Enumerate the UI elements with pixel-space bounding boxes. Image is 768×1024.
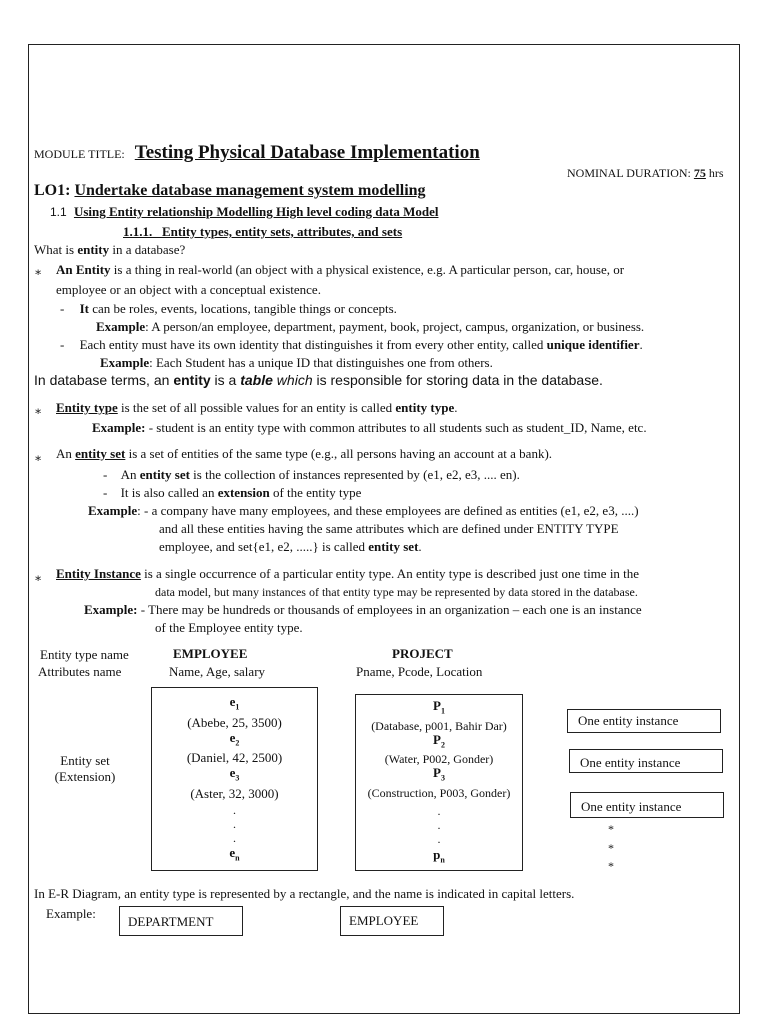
entity-type-example [92, 420, 647, 436]
duration-label: NOMINAL DURATION: [567, 166, 691, 180]
an-text: An [120, 467, 140, 482]
section-1-1 [50, 204, 438, 220]
employee-entity-box: EMPLOYEE [340, 906, 444, 936]
example-text: : Each Student has a unique ID that distinguishes one from others. [149, 355, 493, 370]
entity-instance-term: Entity Instance [56, 566, 141, 581]
section-title: Using Entity relationship Modelling High level coding data Model [73, 204, 439, 219]
bullet-icon: ∗ [34, 265, 43, 279]
example-text: - student is an entity type with common attributes to all students such as student_ID, Name, etc. [145, 420, 647, 435]
instance-value: (Daniel, 42, 2500) [186, 750, 283, 766]
entity-set-bold: entity set [368, 539, 419, 554]
entity-set-example-line2: and all these entities having the same attributes which are defined under ENTITY TYPE [159, 521, 619, 536]
employee-attributes: Name, Age, salary [169, 664, 266, 679]
instance-value: (Aster, 32, 3000) [190, 785, 279, 801]
db-text: In database terms, an [34, 372, 174, 388]
instance-label: P [433, 731, 441, 747]
instance-subscript: 2 [235, 738, 240, 748]
question-text-end: in a database? [109, 242, 186, 257]
roles-text: can be roles, events, locations, tangible things or concepts. [88, 301, 397, 316]
lo1-heading [34, 182, 426, 200]
lo1-title: Undertake database management system modelling [74, 182, 426, 199]
entity-set-definition [56, 446, 552, 462]
department-entity-box: DEPARTMENT [119, 906, 243, 936]
entity-set-example-line1 [88, 503, 639, 519]
entity-instance-box-3: One entity instance [570, 792, 724, 818]
module-title-line [34, 142, 480, 164]
unique-identifier: unique identifier [546, 337, 640, 352]
entity-instance-line2: data model, but many instances of that entity type may be represented by data stored in the database. [155, 585, 638, 599]
example-text: - There may be hundreds or thousands of employees in an organization – each one is an instance [137, 602, 642, 617]
entity-set-dash-1 [103, 467, 520, 483]
entity-type-name-label: Entity type name [40, 647, 129, 662]
attributes-name-label: Attributes name [38, 664, 122, 679]
entity-definition-line2: employee or an object with a conceptual existence. [56, 282, 321, 297]
instance-label: p [433, 846, 441, 862]
identity-text: Each entity must have its own identity that distinguishes it from every other entity, called [79, 337, 547, 352]
entity-set-bold: entity set [139, 467, 190, 482]
table-bold-italic: table [240, 372, 273, 388]
lo1-prefix: LO1: [34, 182, 71, 199]
which-italic: which [272, 372, 313, 388]
example-label: Example: [84, 602, 138, 617]
bullet-icon: ∗ [34, 451, 43, 465]
ellipsis-dot: . [437, 803, 441, 818]
employee-title: EMPLOYEE [173, 646, 248, 661]
bullet-icon: ∗ [34, 404, 43, 418]
er-example-label: Example: [46, 906, 96, 921]
extension-text: of the entity type [269, 485, 362, 500]
example-label: Example [100, 355, 150, 370]
dash: - [103, 485, 108, 500]
instance-value: (Construction, P003, Gonder) [367, 785, 511, 800]
question-text: What is [34, 242, 78, 257]
instance-label: e [229, 729, 236, 745]
instance-value: (Database, p001, Bahir Dar) [371, 718, 507, 733]
project-title: PROJECT [392, 646, 453, 661]
ellipsis-dot: . [233, 816, 236, 831]
example-text: employee, and set{e1, e2, .....} is called [159, 539, 369, 554]
period: . [454, 400, 458, 415]
also-called-text: It is also called an [120, 485, 218, 500]
bullet-icon: ∗ [34, 571, 43, 585]
dash-item-roles [60, 301, 397, 317]
example-label: Example [96, 319, 146, 334]
continuation-star: * [608, 841, 614, 855]
continuation-star: * [608, 859, 614, 873]
instance-subscript: n [440, 855, 445, 865]
module-label: MODULE TITLE: [34, 147, 125, 161]
dash: - [60, 337, 65, 352]
entity-definition-text: is a thing in real-world (an object with a physical existence, e.g. A particular person, car, house, or [110, 262, 625, 277]
period: . [418, 539, 422, 554]
entity-bold: entity [173, 372, 211, 388]
project-entity-set-box [355, 694, 523, 871]
dash: - [60, 301, 65, 316]
instance-label: e [229, 844, 236, 860]
instance-label: P [433, 698, 441, 713]
entity-instance-example-line1 [84, 602, 642, 618]
instance-subscript: 3 [440, 773, 445, 783]
entity-term: An Entity [56, 262, 111, 277]
db-text-mid: is a [210, 372, 241, 388]
module-title: Testing Physical Database Implementation [134, 142, 480, 163]
database-terms-line [34, 372, 603, 388]
period: . [639, 337, 643, 352]
entity-set-label [38, 753, 132, 785]
subsection-1-1-1: 1.1.1. Entity types, entity sets, attributes, and sets [123, 224, 403, 239]
instance-label: e [229, 694, 236, 709]
entity-instance-example-line2: of the Employee entity type. [155, 620, 303, 635]
entity-instance-text: is a single occurrence of a particular entity type. An entity type is described just one time in the [140, 566, 640, 581]
employee-instances [152, 694, 317, 865]
entity-set-label-line2: (Extension) [54, 769, 116, 784]
ellipsis-dot: . [233, 802, 236, 817]
instance-subscript: 2 [440, 740, 445, 750]
instance-value: (Abebe, 25, 3500) [187, 714, 282, 730]
instance-subscript: 1 [440, 706, 445, 716]
ellipsis-dot: . [437, 817, 441, 832]
instance-value: (Water, P002, Gonder) [384, 752, 494, 767]
ellipsis-dot: . [437, 831, 441, 846]
dash-item-identity [60, 337, 643, 353]
entity-set-label-line1: Entity set [60, 753, 110, 768]
employee-entity-set-box [151, 687, 318, 871]
continuation-star: * [608, 822, 614, 836]
extension-bold: extension [217, 485, 270, 500]
section-number: 1.1 [50, 205, 67, 219]
ellipsis-dot: . [233, 830, 236, 845]
entity-set-dash-2 [103, 485, 361, 501]
duration-value: 75 [693, 166, 706, 180]
entity-type-text: is the set of all possible values for an entity is called [117, 400, 396, 415]
duration-unit: hrs [708, 166, 724, 180]
entity-instance-box-2: One entity instance [569, 749, 723, 773]
project-instances [356, 699, 522, 867]
instance-subscript: 3 [235, 773, 240, 783]
entity-set-term: entity set [75, 446, 126, 461]
entity-type-definition [56, 400, 458, 416]
entity-set-text: is a set of entities of the same type (e.g., all persons having an account at a bank). [125, 446, 553, 461]
collection-text: is the collection of instances represented by (e1, e2, e3, .... en). [189, 467, 520, 482]
example-label: Example: [92, 420, 146, 435]
entity-type-term: Entity type [56, 400, 118, 415]
instance-label: e [229, 765, 236, 781]
example-text: : - a company have many employees, and these employees are defined as entities (e1, e2, e3, ....) [137, 503, 639, 518]
dash: - [103, 467, 108, 482]
project-attributes: Pname, Pcode, Location [356, 664, 483, 679]
example-1 [96, 319, 644, 335]
entity-definition [56, 262, 624, 278]
it-bold: It [79, 301, 89, 316]
example-text: : A person/an employee, department, payment, book, project, campus, organization, or business. [145, 319, 645, 334]
instance-subscript: 1 [235, 702, 240, 712]
entity-set-example-line3 [159, 539, 422, 555]
entity-instance-box-1: One entity instance [567, 709, 721, 733]
instance-subscript: n [235, 853, 240, 863]
entity-instance-definition [56, 566, 639, 582]
example-label: Example [88, 503, 138, 518]
instance-label: P [433, 765, 441, 781]
db-text-end: is responsible for storing data in the database. [312, 372, 603, 388]
example-2 [100, 355, 493, 371]
nominal-duration [567, 166, 724, 181]
an-text: An [56, 446, 76, 461]
er-diagram-text: In E-R Diagram, an entity type is represented by a rectangle, and the name is indicated in capital letters. [34, 886, 575, 901]
what-is-entity [34, 242, 185, 258]
entity-type-bold: entity type [395, 400, 455, 415]
question-bold: entity [77, 242, 110, 257]
